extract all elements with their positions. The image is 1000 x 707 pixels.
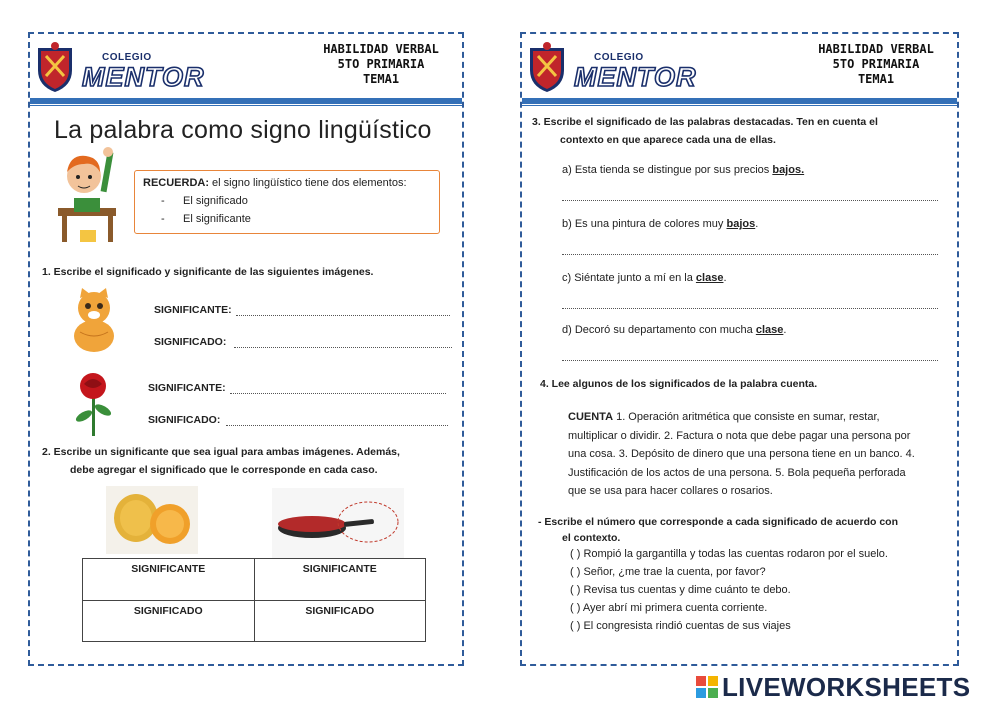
recuerda-box — [134, 170, 440, 234]
cuenta-definition — [568, 408, 954, 501]
highlighted-word: clase — [755, 324, 784, 336]
choice-item[interactable]: ( ) Señor, ¿me trae la cuenta, por favor? — [570, 566, 766, 578]
question-5-line2: el contexto. — [562, 532, 621, 544]
school-crest-icon — [524, 42, 570, 94]
question-2-line2: debe agregar el significado que le corresponde en cada caso. — [70, 464, 378, 476]
student-raising-hand-image — [54, 146, 126, 246]
significado-label: SIGNIFICADO: — [154, 336, 227, 348]
sentence-text: c) Siéntate junto a mí en la — [562, 272, 696, 284]
sentence-text: a) Esta tienda se distingue por sus precios — [562, 164, 773, 176]
header-subject: HABILIDAD VERBAL — [323, 42, 439, 56]
significante-label: SIGNIFICANTE: — [148, 382, 226, 394]
answer-line[interactable] — [234, 347, 452, 348]
answer-line[interactable] — [562, 360, 938, 361]
header-topic: TEMA1 — [857, 72, 895, 86]
answer-table — [82, 558, 426, 642]
frying-pan-image — [272, 488, 404, 558]
page-header — [522, 34, 957, 102]
sentence-text: d) Decoró su departamento con mucha — [562, 324, 756, 336]
choice-item[interactable]: ( ) El congresista rindió cuentas de sus viajes — [570, 620, 791, 632]
answer-line[interactable] — [562, 254, 938, 255]
sentence-a — [562, 164, 804, 176]
answer-line[interactable] — [562, 200, 938, 201]
significado-label: SIGNIFICADO: — [148, 414, 221, 426]
header-topic: TEMA1 — [362, 72, 400, 86]
sentence-text: b) Es una pintura de colores muy — [562, 218, 727, 230]
question-2-line1: 2. Escribe un significante que sea igual para ambas imágenes. Además, — [42, 446, 400, 458]
header-bar — [522, 98, 957, 104]
question-5-line1: - Escribe el número que corresponde a cada significado de acuerdo con — [538, 516, 899, 528]
significante-label: SIGNIFICANTE: — [154, 304, 232, 316]
recuerda-label: RECUERDA: — [143, 177, 209, 189]
recuerda-item-dash: - — [161, 213, 165, 225]
answer-line[interactable] — [226, 425, 448, 426]
school-logo — [524, 42, 714, 94]
recuerda-item-dash: - — [161, 195, 165, 207]
header-grade: 5TO PRIMARIA — [832, 57, 920, 71]
cat-image — [70, 288, 118, 354]
question-1: 1. Escribe el significado y significante de las siguientes imágenes. — [42, 266, 374, 278]
page-title: La palabra como signo lingüístico — [54, 116, 432, 144]
highlighted-word: clase — [695, 272, 724, 284]
table-cell-significante[interactable]: SIGNIFICANTE — [83, 559, 255, 601]
logo-top-text: COLEGIO — [594, 52, 644, 63]
recuerda-item: El significado — [183, 195, 248, 207]
definition-line: una cosa. 3. Depósito de dinero que una persona tiene en un banco. 4. — [568, 448, 915, 460]
header-grade: 5TO PRIMARIA — [337, 57, 425, 71]
page-header — [30, 34, 462, 102]
question-4: 4. Lee algunos de los significados de la palabra cuenta. — [540, 378, 818, 390]
sentence-end: . — [723, 272, 727, 284]
sentence-end: . — [755, 218, 759, 230]
table-cell-significante[interactable]: SIGNIFICANTE — [254, 559, 426, 601]
logo-top-text: COLEGIO — [102, 52, 152, 63]
sentence-c — [562, 272, 727, 284]
school-crest-icon — [32, 42, 78, 94]
highlighted-word: bajos — [726, 218, 756, 230]
question-3-line1: 3. Escribe el significado de las palabras destacadas. Ten en cuenta el — [532, 116, 878, 128]
school-logo — [32, 42, 222, 94]
mango-image — [106, 486, 198, 554]
sentence-d — [562, 324, 786, 336]
table-cell-significado[interactable]: SIGNIFICADO — [83, 600, 255, 642]
definition-line: que se usa para hacer collares o rosarios. — [568, 485, 773, 497]
table-cell-significado[interactable]: SIGNIFICADO — [254, 600, 426, 642]
header-course-info — [801, 42, 951, 87]
answer-line[interactable] — [562, 308, 938, 309]
header-bar-line — [522, 105, 957, 106]
choice-item[interactable]: ( ) Ayer abrí mi primera cuenta corriente. — [570, 602, 768, 614]
cuenta-word: CUENTA — [568, 411, 614, 423]
question-3-line2: contexto en que aparece cada una de ellas. — [560, 134, 776, 146]
worksheet-page-left — [28, 32, 464, 666]
recuerda-text: el signo lingüístico tiene dos elementos: — [209, 177, 407, 189]
definition-line: CUENTA 1. Operación aritmética que consiste en sumar, restar, — [568, 411, 880, 423]
liveworksheets-text: LIVEWORKSHEETS — [722, 672, 971, 702]
header-subject: HABILIDAD VERBAL — [818, 42, 934, 56]
header-bar-line — [30, 105, 462, 106]
recuerda-item: El significante — [183, 213, 251, 225]
recuerda-line — [143, 177, 407, 189]
answer-line[interactable] — [236, 315, 450, 316]
header-course-info — [306, 42, 456, 87]
sentence-b — [562, 218, 758, 230]
answer-line[interactable] — [230, 393, 446, 394]
choice-item[interactable]: ( ) Revisa tus cuentas y dime cuánto te debo. — [570, 584, 791, 596]
definition-line: multiplicar o dividir. 2. Factura o nota que debe pagar una persona por — [568, 429, 911, 442]
worksheet-page-right — [520, 32, 959, 666]
highlighted-word: bajos. — [772, 164, 805, 176]
choice-item[interactable]: ( ) Rompió la gargantilla y todas las cuentas rodaron por el suelo. — [570, 548, 888, 560]
definition-line: Justificación de los actos de una persona. 5. Bola pequeña perforada — [568, 466, 906, 479]
header-bar — [30, 98, 462, 104]
rose-image — [70, 372, 118, 438]
logo-name: MENTOR — [574, 62, 697, 92]
sentence-end: . — [783, 324, 787, 336]
logo-name: MENTOR — [82, 62, 205, 92]
liveworksheets-icon — [696, 676, 718, 698]
